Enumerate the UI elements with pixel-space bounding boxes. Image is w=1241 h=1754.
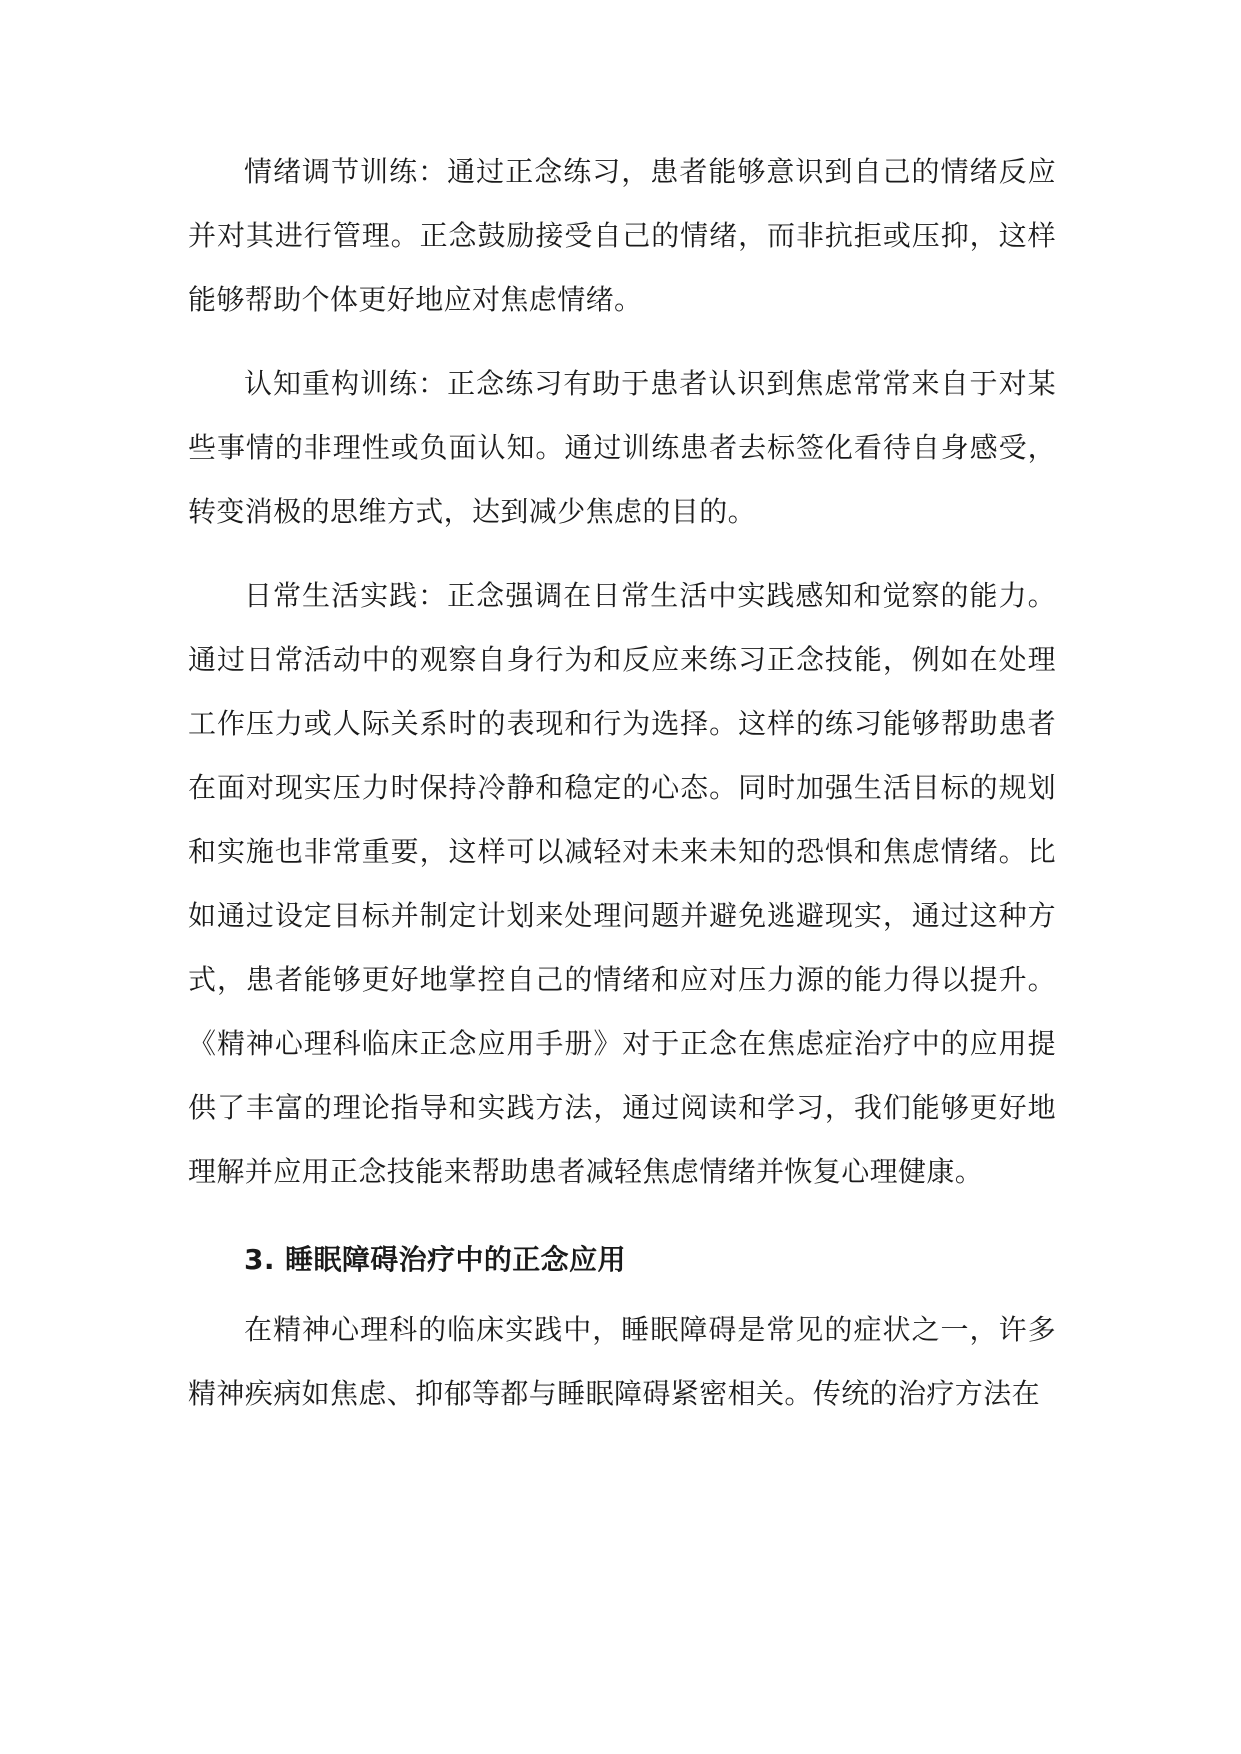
paragraph-emotion-regulation: 情绪调节训练：通过正念练习，患者能够意识到自己的情绪反应并对其进行管理。正念鼓励接受自己的情绪，而非抗拒或压抑，这样能够帮助个体更好地应对焦虑情绪。 (188, 155, 1056, 316)
paragraph-cognitive-restructuring: 认知重构训练：正念练习有助于患者认识到焦虑常常来自于对某些事情的非理性或负面认知。通过训练患者去标签化看待自身感受，转变消极的思维方式，达到减少焦虑的目的。 (188, 367, 1056, 528)
paragraph-spacer (188, 332, 1056, 352)
paragraph-spacer (188, 544, 1056, 564)
paragraph-sleep-disorder-intro: 在精神心理科的临床实践中，睡眠障碍是常见的症状之一，许多精神疾病如焦虑、抑郁等都与睡眠障碍紧密相关。传统的治疗方法在 (188, 1313, 1056, 1410)
document-page (188, 140, 1056, 1426)
paragraph-daily-practice: 日常生活实践：正念强调在日常生活中实践感知和觉察的能力。通过日常活动中的观察自身行为和反应来练习正念技能，例如在处理工作压力或人际关系时的表现和行为选择。这样的练习能够帮助患者在面对现实压力时保持冷静和稳定的心态。同时加强生活目标的规划和实施也非常重要，这样可以减轻对未来未知的恐惧和焦虑情绪。比如通过设定目标并制定计划来处理问题并避免逃避现实，通过这种方式，患者能够更好地掌控自己的情绪和应对压力源的能力得以提升。《精神心理科临床正念应用手册》对于正念在焦虑症治疗中的应用提供了丰富的理论指导和实践方法，通过阅读和学习，我们能够更好地理解并应用正念技能来帮助患者减轻焦虑情绪并恢复心理健康。 (188, 579, 1056, 1188)
section-heading: 3. 睡眠障碍治疗中的正念应用 (244, 1243, 626, 1276)
heading-spacer (188, 1204, 1056, 1228)
